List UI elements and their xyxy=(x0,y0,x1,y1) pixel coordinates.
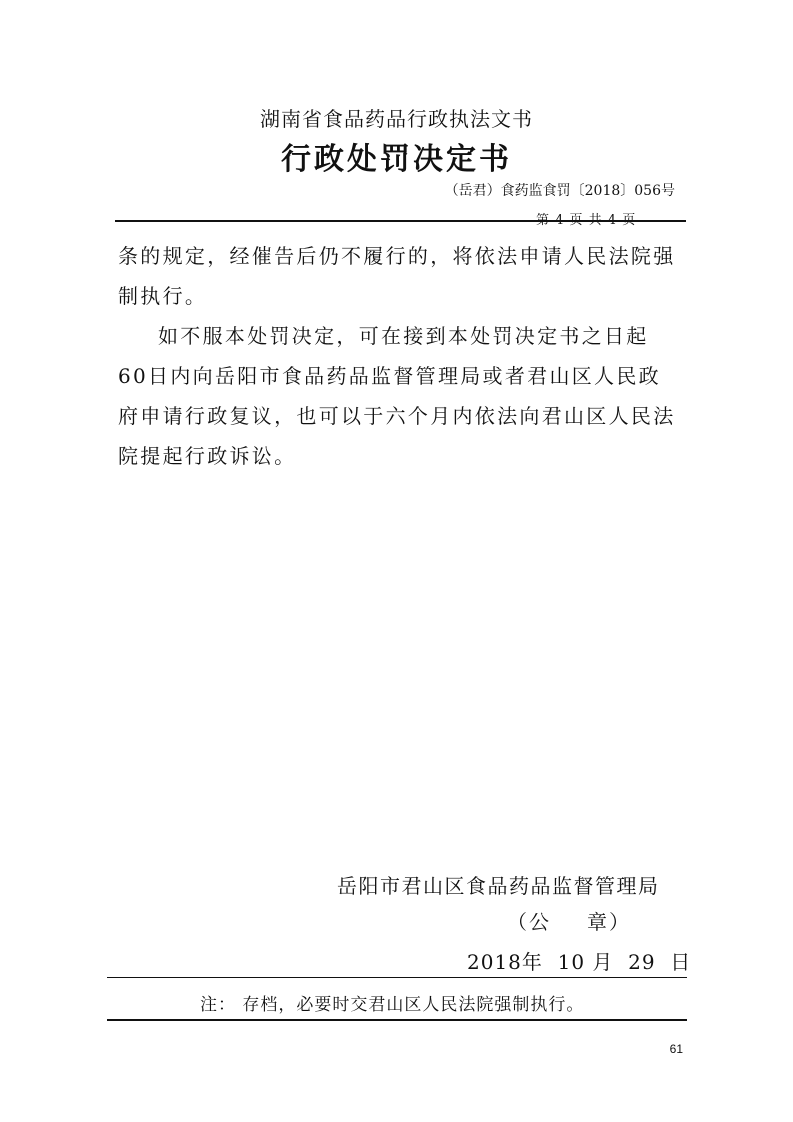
page-number: 61 xyxy=(669,1042,683,1056)
body-paragraph-1: 条的规定，经催告后仍不履行的，将依法申请人民法院强制执行。 xyxy=(118,244,676,308)
footer-note: 注： 存档，必要时交君山区人民法院强制执行。 xyxy=(200,995,585,1015)
footer-rule-top xyxy=(107,977,687,978)
document-title: 行政处罚决定书 xyxy=(281,142,512,177)
seal-close: 章） xyxy=(587,910,631,934)
signature-date: 2018年 10 月 29 日 xyxy=(467,950,692,974)
signature-organization: 岳阳市君山区食品药品监督管理局 xyxy=(337,874,660,898)
header-rule xyxy=(115,220,686,222)
footer-rule-bottom xyxy=(107,1019,687,1021)
document-issuer: 湖南省食品药品行政执法文书 xyxy=(260,107,533,131)
seal-open: （公 xyxy=(507,910,551,934)
seal-placeholder xyxy=(507,906,631,935)
body-paragraph-2: 如不服本处罚决定，可在接到本处罚决定书之日起60日内向岳阳市食品药品监督管理局或者君山区人民政府申请行政复议，也可以于六个月内依法向君山区人民法院提起行政诉讼。 xyxy=(118,324,676,468)
document-body xyxy=(118,236,678,476)
document-number: （岳君）食药监食罚〔2018〕056号 xyxy=(444,183,675,199)
page-info: 第 4 页 共 4 页 xyxy=(536,213,637,228)
